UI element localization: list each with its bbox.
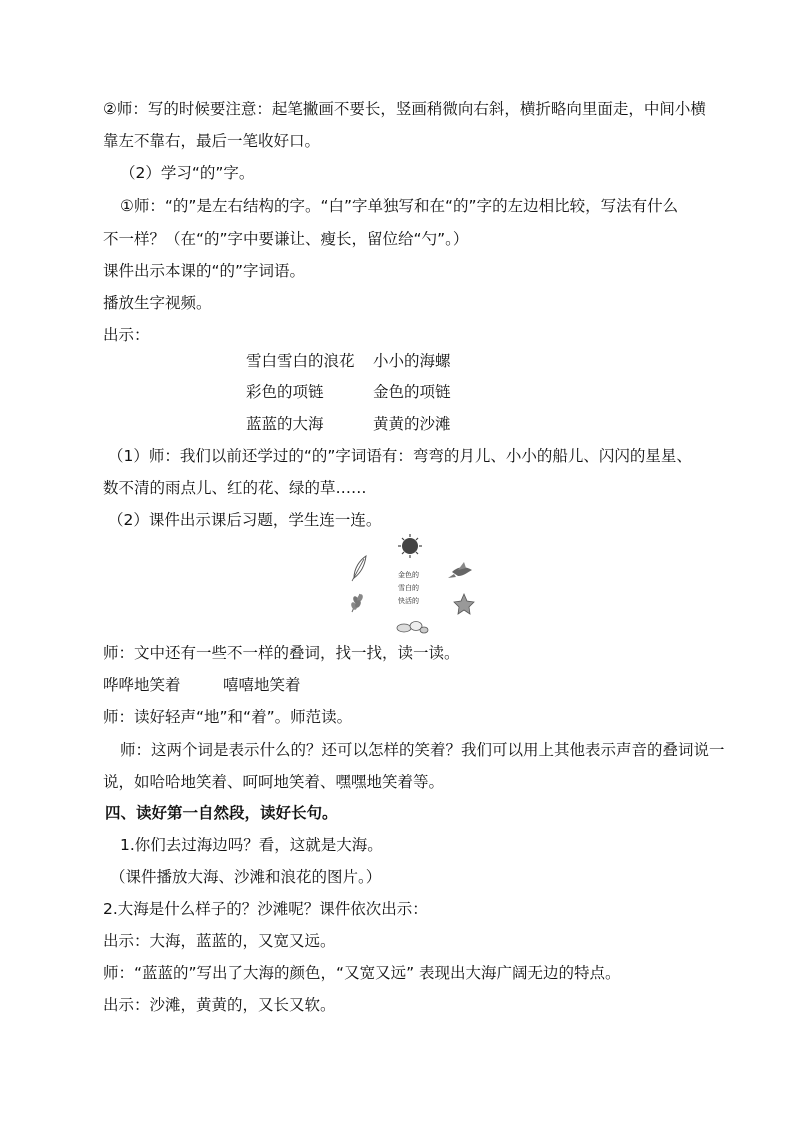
text-line: 出示：: [103, 326, 150, 344]
text-line: （2）学习“的”字。: [120, 164, 255, 182]
figure-label: 金色的: [398, 571, 419, 579]
text-line: 师：“蓝蓝的”写出了大海的颜色，“又宽又远” 表现出大海广阔无边的特点。: [103, 964, 621, 982]
phrase: 彩色的项链: [246, 383, 324, 401]
phrase: 蓝蓝的大海: [246, 415, 324, 433]
reduplicated-word: 哗哗地笑着: [103, 676, 181, 694]
phrase: 金色的项链: [373, 383, 451, 401]
feather-icon: [352, 556, 366, 581]
pebbles-icon: [397, 622, 428, 634]
text-line: 出示：沙滩，黄黄的，又长又软。: [103, 996, 336, 1014]
reduplicated-word: 嘻嘻地笑着: [223, 676, 301, 694]
text-line: （1）师：我们以前还学过的“的”字词语有：弯弯的月儿、小小的船儿、闪闪的星星、: [108, 447, 692, 465]
starfish-icon: [454, 594, 474, 614]
text-line: 课件出示本课的“的”字词语。: [103, 262, 306, 280]
wheat-icon: [350, 593, 364, 612]
text-line: ①师：“的”是左右结构的字。“白”字单独写和在“的”字的左边相比较，写法有什么: [120, 197, 679, 215]
phrase: 雪白雪白的浪花: [246, 352, 355, 370]
text-line: 师：读好轻声“地”和“着”。师范读。: [103, 708, 353, 726]
text-line: 师：文中还有一些不一样的叠词，找一找，读一读。: [103, 644, 460, 662]
section-heading: 四、读好第一自然段，读好长句。: [105, 804, 338, 822]
figure-label: 雪白的: [398, 584, 419, 592]
text-line: 出示：大海，蓝蓝的，又宽又远。: [103, 932, 336, 950]
text-line: （2）课件出示课后习题，学生连一连。: [108, 511, 382, 529]
text-line: 师：这两个词是表示什么的？还可以怎样的笑着？我们可以用上其他表示声音的叠词说一: [120, 741, 725, 759]
matching-exercise-figure: [340, 532, 480, 636]
text-line: 1.你们去过海边吗？看，这就是大海。: [120, 836, 383, 854]
text-line: 说，如哈哈地笑着、呵呵地笑着、嘿嘿地笑着等。: [103, 773, 445, 791]
text-line: 靠左不靠右，最后一笔收好口。: [103, 132, 321, 150]
text-line: 数不清的雨点儿、红的花、绿的草……: [103, 479, 367, 497]
text-line: 2.大海是什么样子的？沙滩呢？课件依次出示：: [103, 900, 428, 918]
phrase: 黄黄的沙滩: [373, 415, 451, 433]
phrase: 小小的海螺: [373, 352, 451, 370]
bird-icon: [448, 562, 472, 578]
text-line: （课件播放大海、沙滩和浪花的图片。）: [110, 868, 382, 886]
text-line: 播放生字视频。: [103, 294, 212, 312]
sun-icon: [398, 534, 422, 558]
figure-label: 快活的: [398, 597, 419, 605]
text-line: ②师：写的时候要注意：起笔撇画不要长，竖画稍微向右斜，横折略向里面走，中间小横: [103, 100, 706, 118]
text-line: 不一样？（在“的”字中要谦让、瘦长，留位给“勺”。）: [103, 230, 469, 248]
